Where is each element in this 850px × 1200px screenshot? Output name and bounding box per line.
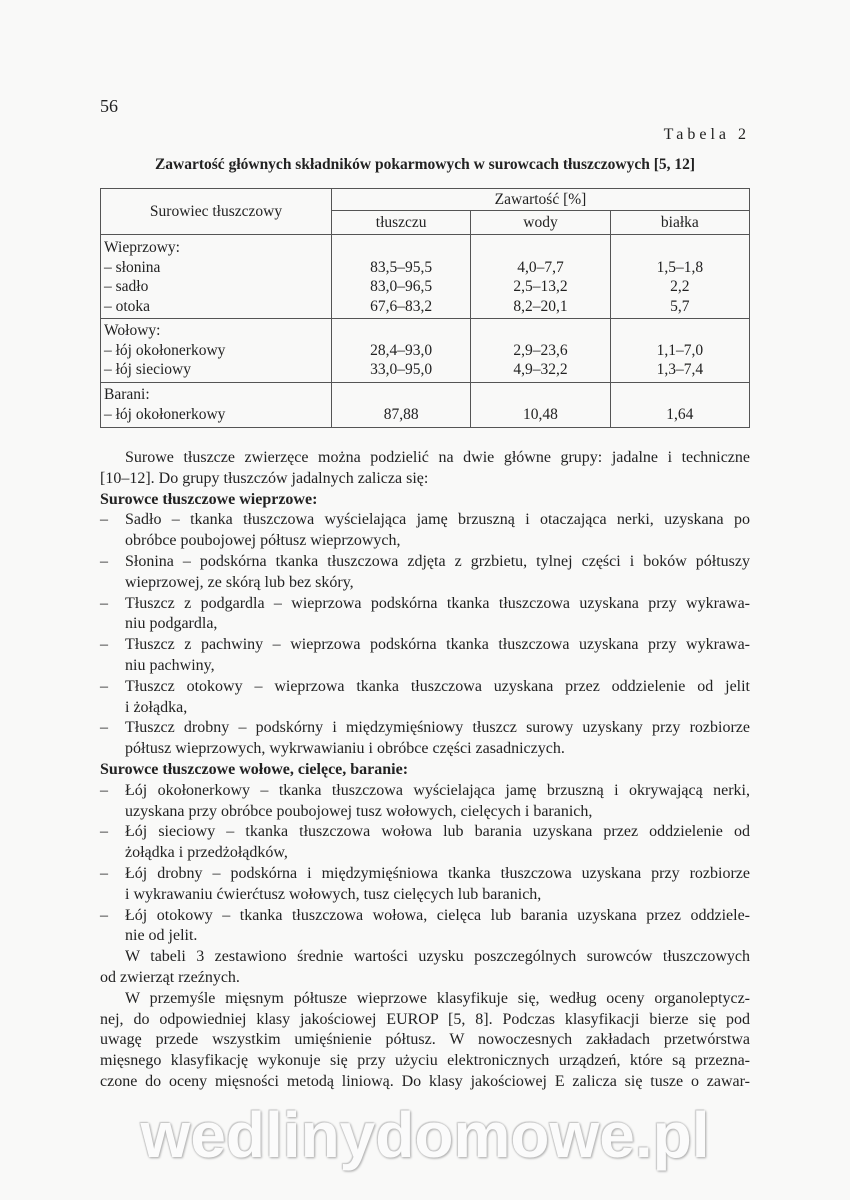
list-item bbox=[100, 864, 750, 906]
text-line bbox=[100, 739, 750, 760]
spacer bbox=[471, 321, 609, 341]
row-label: – sadło bbox=[104, 278, 149, 295]
text-line bbox=[100, 1030, 750, 1051]
text-line bbox=[100, 698, 750, 719]
line-text: uzyskana przy obróbce poubojowej tusz wołowych, cielęcych i baranich, bbox=[125, 802, 593, 820]
line-text: i wykrawaniu ćwierćtusz wołowych, tusz cielęcych lub baranich, bbox=[125, 885, 542, 903]
line-text: Surowce tłuszczowe wieprzowe: bbox=[100, 490, 318, 508]
bullet-dash: – bbox=[100, 823, 108, 841]
cell-value: 1,5–1,8 bbox=[656, 258, 704, 276]
line-text: obróbce poubojowej półtusz wieprzowych, bbox=[125, 532, 401, 550]
line-text: W tabeli 3 zestawiono średnie wartości uzysku poszczególnych surowców tłuszczowych bbox=[125, 948, 750, 966]
text-line bbox=[100, 469, 750, 490]
text-line bbox=[100, 864, 750, 885]
line-text: Słonina – podskórna tkanka tłuszczowa zdjęta z grzbietu, tylnej części i boków półtuszy bbox=[125, 552, 750, 570]
bullet-dash: – bbox=[100, 677, 108, 695]
bullet-dash: – bbox=[100, 906, 108, 924]
value-cell bbox=[610, 235, 749, 319]
spacer bbox=[332, 238, 470, 258]
value-cell bbox=[471, 383, 610, 428]
text-line bbox=[100, 926, 750, 947]
text-line bbox=[100, 947, 750, 968]
watermark-logo: wedlinydomowe.pl bbox=[140, 1099, 710, 1171]
group-label-cell bbox=[101, 383, 332, 428]
group-label-cell bbox=[101, 235, 332, 319]
bullet-dash: – bbox=[100, 719, 108, 737]
paragraph bbox=[100, 448, 750, 490]
section-heading bbox=[100, 760, 750, 781]
line-text: Surowce tłuszczowe wołowe, cielęce, baranie: bbox=[100, 760, 409, 778]
row-label: – słonina bbox=[104, 258, 161, 276]
line-text: od zwierząt rzeźnych. bbox=[100, 968, 240, 986]
row-label: – łój sieciowy bbox=[104, 361, 191, 378]
list-item bbox=[100, 510, 750, 552]
text-line bbox=[100, 677, 750, 698]
line-text: Tłuszcz otokowy – wieprzowa tkanka tłuszczowa uzyskana przez oddzielenie od jelit bbox=[125, 677, 750, 695]
list-item bbox=[100, 718, 750, 760]
header-content-group: Zawartość [%] bbox=[332, 189, 750, 211]
line-text: półtusz wieprzowych, wykrwawianiu i obróbce części zasadniczych. bbox=[125, 740, 565, 758]
line-text: żołądka i przedżołądków, bbox=[125, 844, 288, 862]
line-text: i żołądka, bbox=[125, 698, 188, 716]
list-item bbox=[100, 552, 750, 594]
text-line bbox=[100, 614, 750, 635]
line-text: wieprzowej, ze skórą lub bez skóry, bbox=[125, 573, 354, 591]
line-text: niu podgardla, bbox=[125, 615, 218, 633]
cell-value: 2,9–23,6 bbox=[513, 341, 568, 359]
text-line bbox=[100, 448, 750, 469]
paragraph bbox=[100, 947, 750, 989]
cell-value: 1,64 bbox=[666, 405, 694, 423]
cell-value: 8,2–20,1 bbox=[513, 297, 568, 315]
line-text: Łój otokowy – tkanka tłuszczowa wołowa, cielęca lub barania uzyskana przez oddziele- bbox=[125, 906, 750, 924]
list-item bbox=[100, 781, 750, 823]
text-line bbox=[100, 1051, 750, 1072]
cell-value: 67,6–83,2 bbox=[370, 297, 433, 315]
row-label: – otoka bbox=[104, 297, 151, 315]
value-cell bbox=[332, 319, 471, 383]
header-raw-material: Surowiec tłuszczowy bbox=[101, 189, 332, 235]
text-line bbox=[100, 781, 750, 802]
line-text: mięsnego klasyfikację wykonuje się przy użyciu elektronicznych urządzeń, które są przezna- bbox=[100, 1052, 750, 1070]
section-heading bbox=[100, 490, 750, 511]
cell-value: 28,4–93,0 bbox=[370, 341, 433, 359]
table-label: Tabela 2 bbox=[663, 126, 750, 143]
line-text: czone do oceny mięsności metodą liniową. Do klasy jakościowej E zalicza się tusze o zawar- bbox=[100, 1072, 750, 1090]
line-text: Łój sieciowy – tkanka tłuszczowa wołowa lub barania uzyskana przez oddzielenie od bbox=[125, 823, 750, 841]
list-item bbox=[100, 635, 750, 677]
text-line bbox=[100, 906, 750, 927]
list-item bbox=[100, 594, 750, 636]
text-line bbox=[100, 594, 750, 615]
line-text: niu pachwiny, bbox=[125, 656, 215, 674]
page-number: 56 bbox=[100, 96, 118, 116]
spacer bbox=[471, 385, 609, 405]
text-line bbox=[100, 885, 750, 906]
cell-value: 83,5–95,5 bbox=[370, 258, 433, 276]
table-group-row bbox=[101, 235, 750, 319]
paragraph bbox=[100, 989, 750, 1093]
text-line bbox=[100, 635, 750, 656]
text-line bbox=[100, 718, 750, 739]
list-item bbox=[100, 677, 750, 719]
text-line bbox=[100, 802, 750, 823]
line-text: Tłuszcz drobny – podskórny i międzymięśniowy tłuszcz surowy uzyskany przy rozbiorze bbox=[125, 719, 750, 737]
line-text: Łój drobny – podskórna i międzymięśniowa tkanka tłuszczowa uzyskana przy rozbiorze bbox=[125, 864, 750, 882]
header-protein: białka bbox=[610, 211, 749, 235]
header-water: wody bbox=[471, 211, 610, 235]
line-text: nej, do odpowiedniej klasy jakościowej EUROP [5, 8]. Podczas klasyfikacji bierze się pod bbox=[100, 1010, 750, 1028]
spacer bbox=[611, 238, 749, 258]
spacer bbox=[332, 321, 470, 341]
body-text bbox=[100, 448, 750, 1093]
text-line bbox=[100, 573, 750, 594]
header-fat: tłuszczu bbox=[332, 211, 471, 235]
line-text: W przemyśle mięsnym półtusze wieprzowe klasyfikuje się, według oceny organoleptycz- bbox=[125, 989, 750, 1007]
spacer bbox=[611, 321, 749, 341]
cell-value: 2,5–13,2 bbox=[513, 278, 568, 295]
table-title: Zawartość głównych składników pokarmowych w surowcach tłuszczowych [5, 12] bbox=[154, 156, 696, 173]
table-group-row bbox=[101, 383, 750, 428]
line-text: nie od jelit. bbox=[125, 927, 198, 945]
group-name: Barani: bbox=[104, 386, 150, 403]
cell-value: 4,9–32,2 bbox=[513, 361, 568, 378]
bullet-dash: – bbox=[100, 552, 108, 570]
value-cell bbox=[471, 235, 610, 319]
nutrient-table bbox=[100, 188, 750, 428]
text-line bbox=[100, 1072, 750, 1093]
text-line bbox=[100, 843, 750, 864]
line-text: Tłuszcz z pachwiny – wieprzowa podskórna tkanka tłuszczowa uzyskana przy wykrawa- bbox=[125, 636, 750, 654]
spacer bbox=[332, 385, 470, 405]
group-name: Wieprzowy: bbox=[104, 239, 180, 256]
list-item bbox=[100, 906, 750, 948]
table-group-row bbox=[101, 319, 750, 383]
line-text: Łój okołonerkowy – tkanka tłuszczowa wyścielająca jamę brzuszną i okrywającą nerki, bbox=[125, 781, 750, 799]
line-text: Tłuszcz z podgardla – wieprzowa podskórna tkanka tłuszczowa uzyskana przy wykrawa- bbox=[125, 594, 750, 612]
text-line bbox=[100, 760, 750, 781]
cell-value: 87,88 bbox=[383, 405, 419, 423]
cell-value: 2,2 bbox=[670, 278, 690, 295]
cell-value: 1,1–7,0 bbox=[656, 341, 704, 359]
cell-value: 83,0–96,5 bbox=[370, 278, 433, 295]
text-line bbox=[100, 822, 750, 843]
cell-value: 1,3–7,4 bbox=[656, 361, 704, 378]
spacer bbox=[611, 385, 749, 405]
bullet-dash: – bbox=[100, 636, 108, 654]
value-cell bbox=[332, 235, 471, 319]
line-text: Sadło – tkanka tłuszczowa wyścielająca jamę brzuszną i otaczająca nerki, uzyskana po bbox=[125, 511, 750, 529]
bullet-dash: – bbox=[100, 864, 108, 882]
text-line bbox=[100, 490, 750, 511]
cell-value: 5,7 bbox=[670, 297, 690, 315]
text-line bbox=[100, 968, 750, 989]
value-cell bbox=[471, 319, 610, 383]
cell-value: 10,48 bbox=[523, 405, 558, 423]
text-line bbox=[100, 552, 750, 573]
group-name: Wołowy: bbox=[104, 322, 161, 339]
spacer bbox=[471, 238, 609, 258]
cell-value: 33,0–95,0 bbox=[370, 361, 433, 378]
line-text: uwagę przede wszystkim umięśnienie półtusz. W nowoczesnych zakładach przetwórstwa bbox=[100, 1031, 750, 1049]
cell-value: 4,0–7,7 bbox=[517, 258, 564, 276]
text-line bbox=[100, 531, 750, 552]
bullet-dash: – bbox=[100, 594, 108, 612]
line-text: [10–12]. Do grupy tłuszczów jadalnych zalicza się: bbox=[100, 469, 429, 487]
bullet-dash: – bbox=[100, 511, 108, 529]
text-line bbox=[100, 656, 750, 677]
row-label: – łój okołonerkowy bbox=[104, 341, 226, 359]
group-label-cell bbox=[101, 319, 332, 383]
text-line bbox=[100, 989, 750, 1010]
value-cell bbox=[332, 383, 471, 428]
value-cell bbox=[610, 319, 749, 383]
table-header-row bbox=[101, 189, 750, 211]
text-line bbox=[100, 1010, 750, 1031]
value-cell bbox=[610, 383, 749, 428]
bullet-dash: – bbox=[100, 781, 108, 799]
line-text: Surowe tłuszcze zwierzęce można podzielić na dwie główne grupy: jadalne i techniczne bbox=[125, 449, 750, 466]
row-label: – łój okołonerkowy bbox=[104, 405, 226, 423]
list-item bbox=[100, 822, 750, 864]
text-line bbox=[100, 510, 750, 531]
